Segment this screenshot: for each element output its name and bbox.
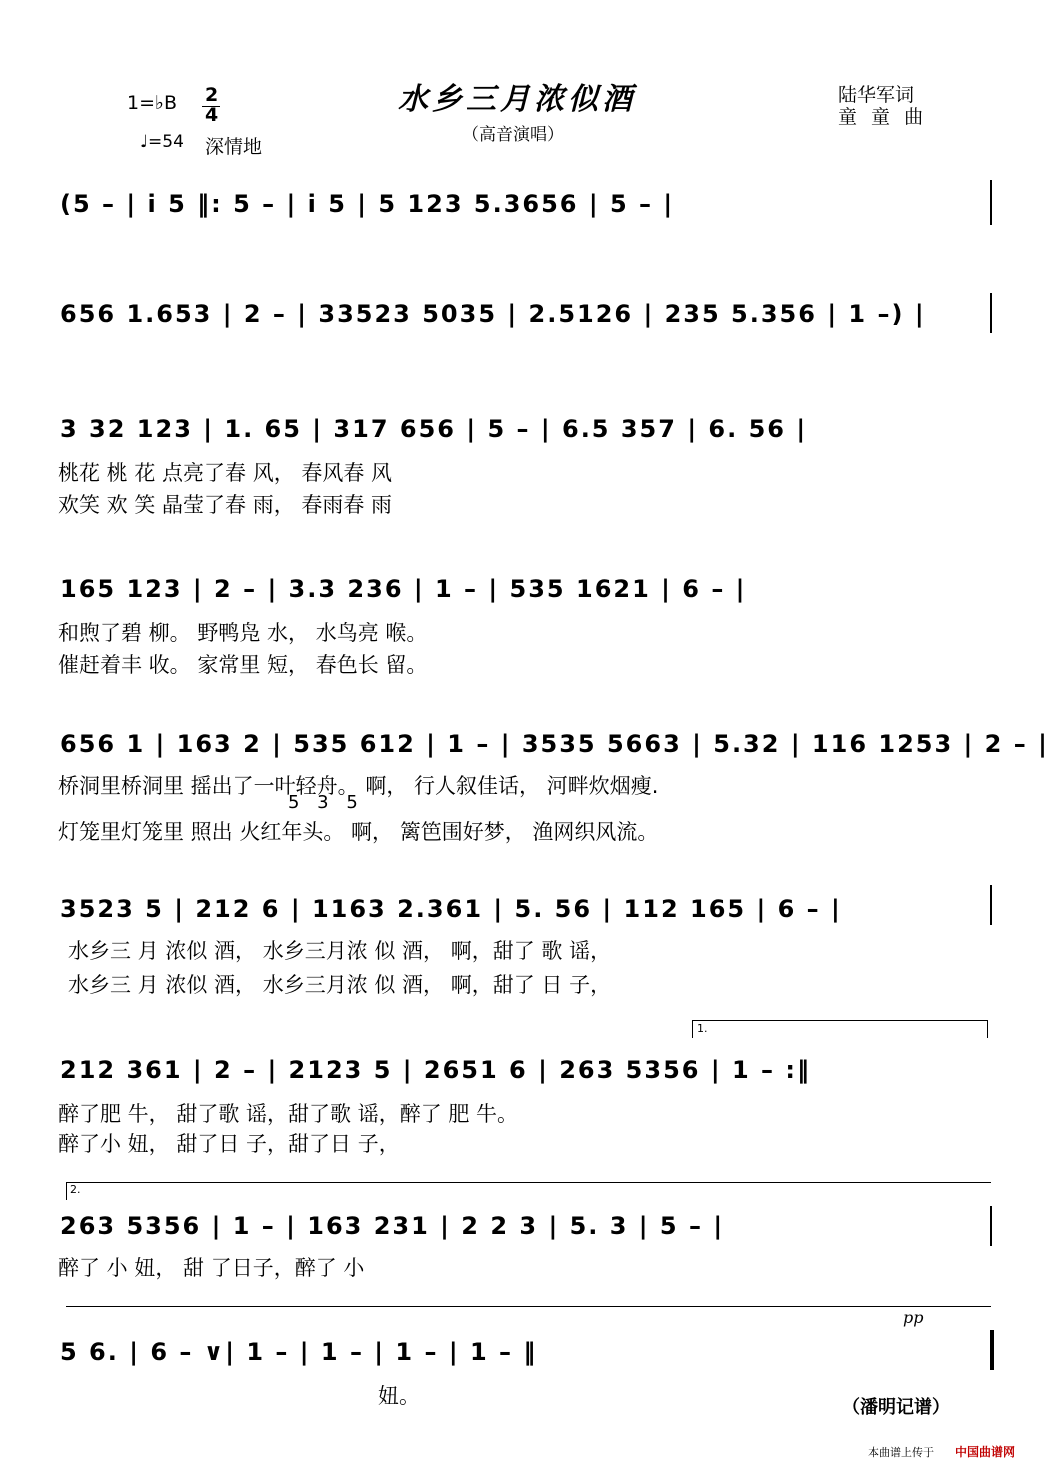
notation-line: (5 – | i 5 ‖: 5 – | i 5 | 5 123 5.3656 | 5 – | — [60, 190, 675, 218]
lyrics-verse-2: 催赶着丰 收。 家常里 短， 春色长 留。 — [58, 653, 428, 677]
lyrics-verse-2: 水乡三 月 浓似 酒， 水乡三月浓 似 酒， 啊，甜了 日 子， — [68, 973, 612, 997]
transcriber-credit: （潘明记谱） — [842, 1397, 950, 1418]
time-signature-bottom: 4 — [205, 104, 219, 126]
dynamic-marking: pp — [903, 1308, 924, 1327]
volta-second-ending: 2. — [70, 1183, 81, 1196]
lyrics-verse-2: 欢笑 欢 笑 晶莹了春 雨， 春雨春 雨 — [58, 493, 393, 517]
lyrics-verse-1: 醉了肥 牛， 甜了歌 谣，甜了歌 谣，醉了 肥 牛。 — [58, 1102, 519, 1126]
alternate-notes: 5 3 5 — [288, 792, 364, 813]
composer-credit: 童 童 曲 — [838, 106, 928, 128]
score-system-7 — [0, 1020, 1059, 1160]
song-title: 水乡三月浓似酒 — [398, 82, 636, 117]
score-system-1 — [0, 170, 1059, 250]
lyrics-verse-1: 桃花 桃 花 点亮了春 风， 春风春 风 — [58, 461, 393, 485]
key-signature: 1=♭B — [127, 92, 178, 114]
score-system-5 — [0, 720, 1059, 844]
notation-line: 3 32 123 | 1. 65 | 317 656 | 5 – | 6.5 357 | 6. 56 | — [60, 415, 808, 443]
notation-line: 656 1.653 | 2 – | 33523 5035 | 2.5126 | 235 5.356 | 1 –) | — [60, 300, 926, 328]
lyrics-verse-2: 醉了小 妞， 甜了日 子，甜了日 子， — [58, 1132, 400, 1156]
score-system-2 — [0, 288, 1059, 358]
notation-line: 3523 5 | 212 6 | 1163 2.361 | 5. 56 | 112 165 | 6 – | — [60, 895, 842, 923]
notation-line: 263 5356 | 1 – | 163 231 | 2 2 3 | 5. 3 | 5 – | — [60, 1212, 725, 1240]
notation-line: 656 1 | 163 2 | 535 612 | 1 – | 3535 5663 | 5.32 | 116 1253 | 2 – | — [60, 730, 1049, 758]
volta-first-ending: 1. — [697, 1022, 708, 1035]
tempo-marking: ♩=54 — [140, 132, 184, 152]
notation-line: 165 123 | 2 – | 3.3 236 | 1 – | 535 1621 | 6 – | — [60, 575, 747, 603]
score-system-8 — [0, 1178, 1059, 1278]
footer-site-logo[interactable]: 中国曲谱网 — [955, 1445, 1016, 1459]
lyrics-verse-1: 桥洞里桥洞里 摇出了一叶轻舟。 啊， 行人叙佳话， 河畔炊烟瘦. — [58, 774, 659, 798]
score-system-6 — [0, 885, 1059, 995]
song-subtitle: （高音演唱） — [462, 125, 564, 145]
time-signature-top: 2 — [205, 84, 219, 106]
lyrics-verse-1: 妞。 — [378, 1384, 420, 1408]
notation-line: 212 361 | 2 – | 2123 5 | 2651 6 | 263 5356 | 1 – :‖ — [60, 1056, 811, 1084]
footer-upload-text: 本曲谱上传于 — [868, 1446, 934, 1459]
lyrics-verse-2: 灯笼里灯笼里 照出 火红年头。 啊， 篱笆围好梦， 渔网织风流。 — [58, 820, 659, 844]
notation-line: 5 6. | 6 – ∨| 1 – | 1 – | 1 – | 1 – ‖ — [60, 1338, 538, 1366]
lyrics-verse-1: 醉了 小 妞， 甜 了日子，醉了 小 — [58, 1256, 365, 1280]
lyricist-credit: 陆华军词 — [838, 84, 915, 106]
score-system-4 — [0, 565, 1059, 675]
lyrics-verse-1: 和煦了碧 柳。 野鸭凫 水， 水鸟亮 喉。 — [58, 621, 428, 645]
lyrics-verse-1: 水乡三 月 浓似 酒， 水乡三月浓 似 酒， 啊，甜了 歌 谣， — [68, 939, 612, 963]
expression-marking: 深情地 — [205, 136, 263, 158]
score-system-3 — [0, 405, 1059, 515]
